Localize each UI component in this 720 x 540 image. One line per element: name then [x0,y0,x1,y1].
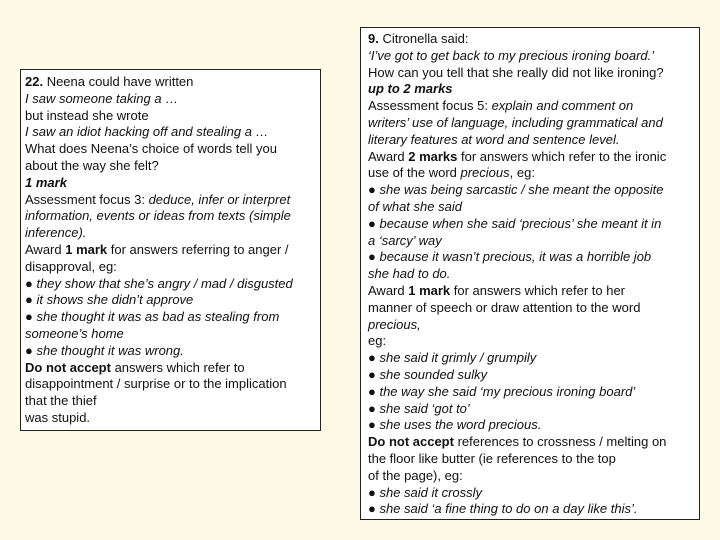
award-1-line [368,283,699,300]
bullet-item: ● she said ‘got to’ [368,400,470,416]
mark-allocation: 1 mark [25,174,67,190]
do-not-accept-cont: the floor like butter (ie references to the top [368,450,616,466]
award-text: use of the word [368,165,461,181]
bullet-item-cont: of what she said [368,198,462,214]
award-1-line-cont: manner of speech or draw attention to the word [368,299,641,315]
af-text-cont: writers’ use of language, including grammatical and [368,114,663,130]
question-text-cont: about the way she felt? [25,157,159,173]
bullet-item: ● she was being sarcastic / she meant the opposite [368,182,664,198]
bullet-item: ● she said ‘a fine thing to do on a day like this’. [368,501,638,517]
do-not-accept-cont: was stupid. [25,409,91,425]
award-suffix: for answers referring to anger / [107,241,289,257]
mark-scheme-question-9 [360,27,700,520]
award-2-line [368,149,699,166]
eg-label: eg: [368,333,387,349]
award-marks: 1 mark [65,241,108,257]
award-text: , eg: [509,165,535,181]
mark-allocation: up to 2 marks [368,81,453,97]
award-suffix: for answers which refer to her [450,282,626,298]
award-prefix: Award [368,148,409,164]
do-not-accept-cont: of the page), eg: [368,467,463,483]
bullet-item-cont: she had to do. [368,266,451,282]
do-not-accept-line [25,360,320,377]
award-marks: 1 mark [408,282,451,298]
quote-text: ‘I’ve got to get back to my precious ironing board.’ [368,47,655,63]
original-text: I saw someone taking a … [25,90,179,106]
bullet-item [368,417,699,434]
bullet-text: . [537,417,542,433]
award-suffix: for answers which refer to the ironic [457,148,667,164]
bullet-item: ● because it wasn’t precious, it was a horrible job [368,249,652,265]
assessment-focus [25,192,320,209]
mark-scheme-question-22 [20,69,321,431]
bullet-item: ● the way she said ‘my precious ironing board’ [368,383,636,399]
do-not-accept-text: references to crossness / melting on [453,434,667,450]
assessment-focus [368,98,699,115]
question-text: What does Neena’s choice of words tell you [25,141,277,157]
question-text: How can you tell that she really did not like ironing? [368,64,664,80]
bullet-item-cont: a ‘sarcy’ way [368,232,442,248]
emphasis-word: precious [460,165,510,181]
question-number: 9. [368,31,379,46]
bullet-item: ● she sounded sulky [368,366,488,382]
bullet-item: ● she said it crossly [368,484,483,500]
do-not-accept-line [368,434,699,451]
award-prefix: Award [25,241,66,257]
bullet-item: ● they show that she’s angry / mad / disgusted [25,275,293,291]
question-number: 22. [25,74,44,89]
emphasis-word: precious, [368,316,421,332]
bullet-text: ● she uses the word [368,417,489,433]
af-text-cont: information, events or ideas from texts (simple [25,208,291,224]
text-line: but instead she wrote [25,107,149,123]
emphasis-word: precious [488,417,538,433]
af-label: Assessment focus 5: [368,98,492,114]
bullet-item: ● she said it grimly / grumpily [368,350,537,366]
bullet-item: ● because when she said ‘precious’ she meant it in [368,215,662,231]
question-intro: Citronella said: [378,31,469,46]
af-text: explain and comment on [491,98,634,114]
bullet-item: ● she thought it was as bad as stealing from [25,309,280,325]
question-heading [368,31,699,48]
do-not-accept-cont: disappointment / surprise or to the implication [25,376,287,392]
award-prefix: Award [368,282,409,298]
do-not-accept-label: Do not accept [25,359,111,375]
award-line-cont: disapproval, eg: [25,258,117,274]
do-not-accept-text: answers which refer to [110,359,245,375]
award-2-line-cont [368,165,699,182]
do-not-accept-label: Do not accept [368,434,454,450]
bullet-item: ● she thought it was wrong. [25,342,184,358]
bullet-item-cont: someone’s home [25,325,124,341]
af-text: deduce, infer or interpret [148,191,291,207]
question-heading [25,74,320,91]
bullet-item: ● it shows she didn’t approve [25,292,194,308]
af-text-cont: literary features at word and sentence level. [368,131,620,147]
award-line [25,242,320,259]
question-intro: Neena could have written [43,74,194,89]
award-marks: 2 marks [408,148,458,164]
do-not-accept-cont: that the thief [25,393,97,409]
af-text-cont: inference). [25,225,87,241]
changed-text: I saw an idiot hacking off and stealing a … [25,124,269,140]
af-label: Assessment focus 3: [25,191,149,207]
